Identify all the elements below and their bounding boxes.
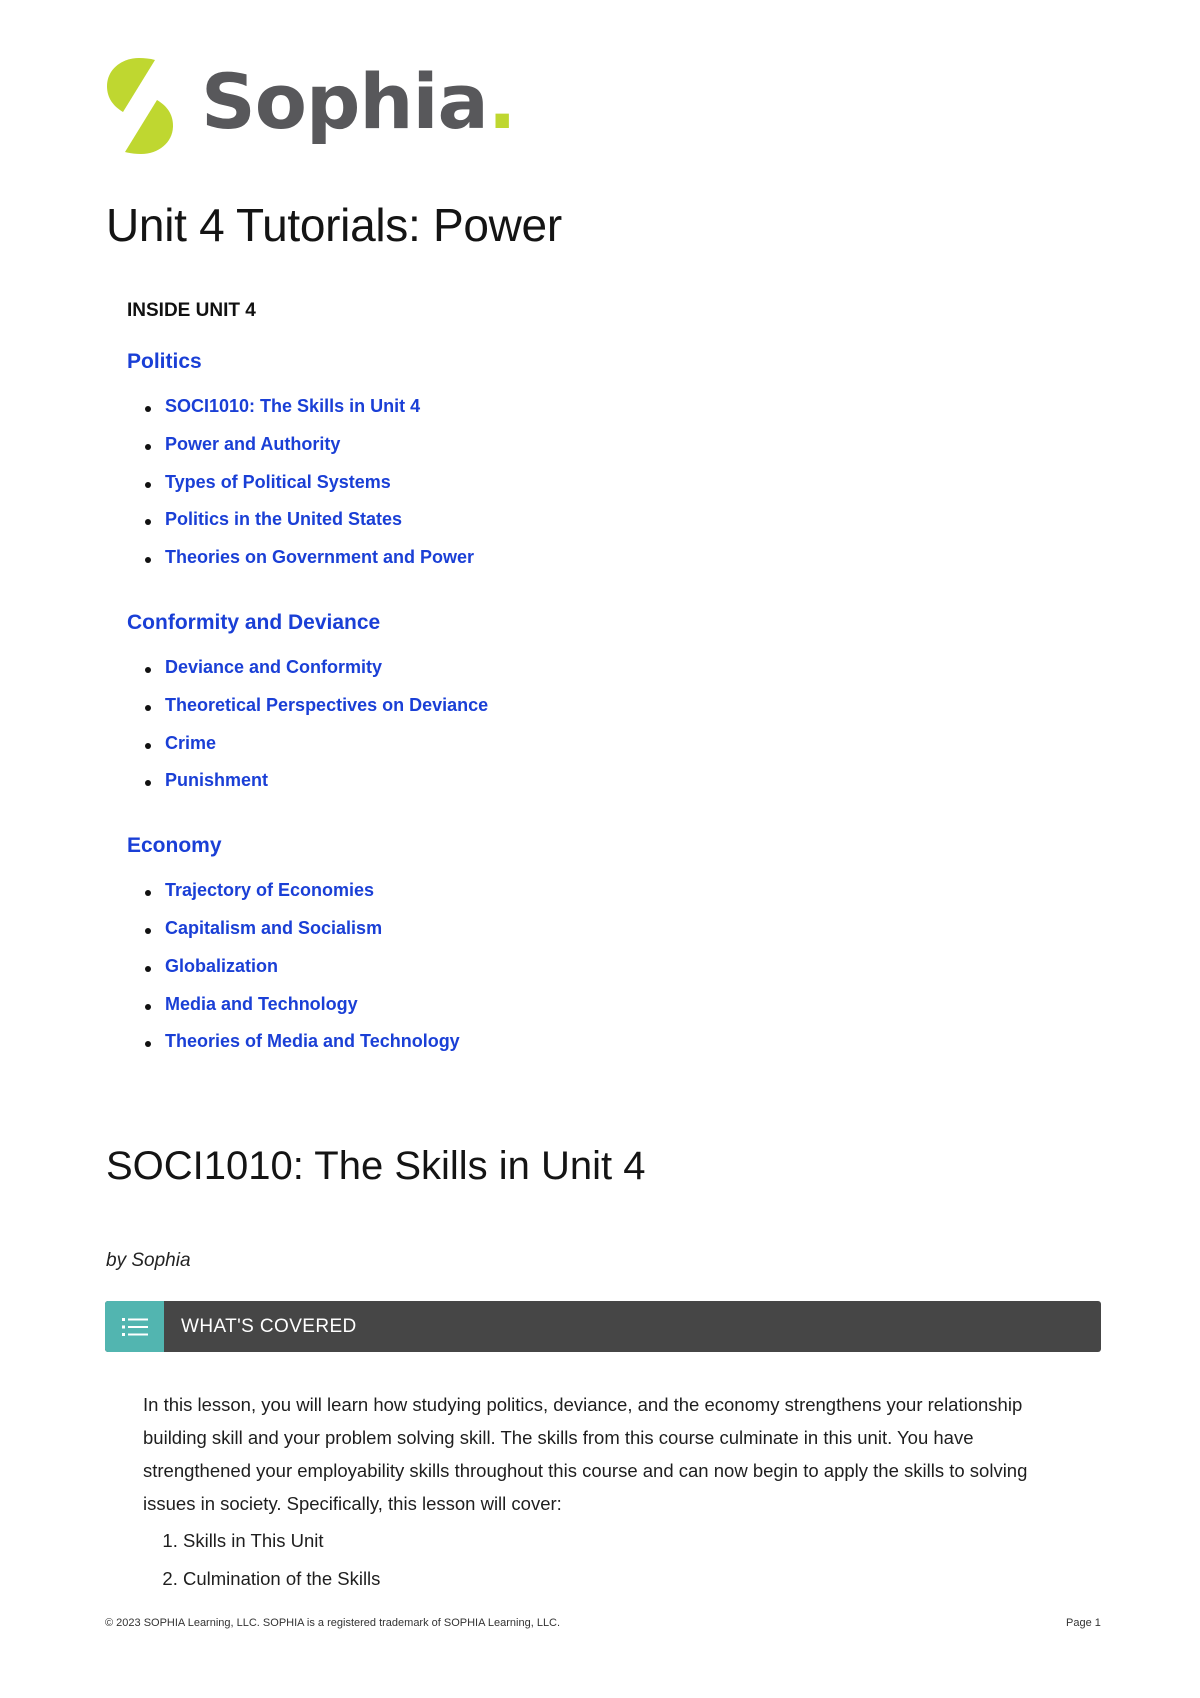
toc-tutorial-link[interactable]: Globalization: [165, 955, 279, 976]
whats-covered-banner: [105, 1301, 1101, 1352]
toc-tutorial-link[interactable]: Media and Technology: [165, 993, 358, 1014]
toc-tutorial-link[interactable]: Power and Authority: [165, 433, 341, 454]
toc-list-item: [145, 918, 1027, 956]
sophia-mark-icon: [103, 56, 177, 156]
toc-list-item: [145, 994, 1027, 1032]
toc-list-item: [145, 733, 1027, 771]
byline: by Sophia: [106, 1250, 191, 1271]
toc-tutorial-link[interactable]: Deviance and Conformity: [165, 656, 383, 677]
unit-table-of-contents: [127, 300, 1027, 1095]
toc-tutorial-link[interactable]: Theories of Media and Technology: [165, 1031, 460, 1052]
toc-list-item: [145, 547, 1027, 585]
footer-page-number: Page 1: [1066, 1617, 1101, 1629]
lesson-topic-list: [143, 1522, 1063, 1598]
toc-list-item: [145, 509, 1027, 547]
lesson-title: SOCI1010: The Skills in Unit 4: [106, 1144, 646, 1188]
toc-tutorial-link[interactable]: Types of Political Systems: [165, 471, 391, 492]
toc-list-item: [145, 956, 1027, 994]
toc-section-heading-link[interactable]: Economy: [127, 834, 222, 858]
toc-tutorial-link[interactable]: SOCI1010: The Skills in Unit 4: [165, 396, 421, 416]
toc-tutorial-link[interactable]: Trajectory of Economies: [165, 880, 375, 901]
toc-list-item: [145, 657, 1027, 695]
lesson-overview: [143, 1388, 1063, 1598]
logo-wordmark: Sophia.: [201, 57, 516, 146]
toc-tutorial-link[interactable]: Politics in the United States: [165, 509, 403, 530]
toc-tutorial-link[interactable]: Crime: [165, 732, 217, 753]
toc-tutorial-link[interactable]: Theoretical Perspectives on Deviance: [165, 694, 489, 715]
toc-list-item: [145, 434, 1027, 472]
list-icon: [105, 1301, 164, 1352]
toc-section: [127, 350, 1027, 585]
toc-tutorial-link[interactable]: Capitalism and Socialism: [165, 917, 383, 938]
footer-copyright: © 2023 SOPHIA Learning, LLC. SOPHIA is a registered trademark of SOPHIA Learning, LLC.: [105, 1617, 561, 1629]
sophia-logo: [103, 56, 516, 156]
toc-list-item: [145, 1031, 1027, 1069]
toc-list-item: [145, 472, 1027, 510]
toc-section-heading-link[interactable]: Politics: [127, 350, 202, 373]
toc-label: INSIDE UNIT 4: [127, 300, 256, 321]
toc-list-item: [145, 396, 1027, 434]
toc-list-item: [145, 770, 1027, 808]
lesson-paragraph: In this lesson, you will learn how studying politics, deviance, and the economy strengthens your relationship building skill and your problem solving skill. The skills from this course culminate in this unit. You have strengthened your employability skills throughout this course and can now begin to apply the skills to solving issues in society. Specifically, this lesson will cover:: [143, 1394, 1028, 1514]
lesson-topic-item: 2. Culmination of the Skills: [183, 1560, 1063, 1598]
toc-section: [127, 834, 1027, 1069]
toc-item-list: [127, 657, 1027, 808]
page-title: Unit 4 Tutorials: Power: [106, 199, 562, 251]
toc-item-list: [127, 396, 1027, 585]
toc-list-item: [145, 880, 1027, 918]
toc-item-list: [127, 880, 1027, 1069]
toc-list-item: [145, 695, 1027, 733]
lesson-topic-item: 1. Skills in This Unit: [183, 1522, 1063, 1560]
toc-tutorial-link[interactable]: Theories on Government and Power: [165, 547, 475, 568]
whats-covered-title: WHAT'S COVERED: [181, 1315, 357, 1337]
toc-tutorial-link[interactable]: Punishment: [165, 770, 269, 791]
toc-section-heading-link[interactable]: Conformity and Deviance: [127, 610, 381, 634]
toc-section: [127, 611, 1027, 808]
